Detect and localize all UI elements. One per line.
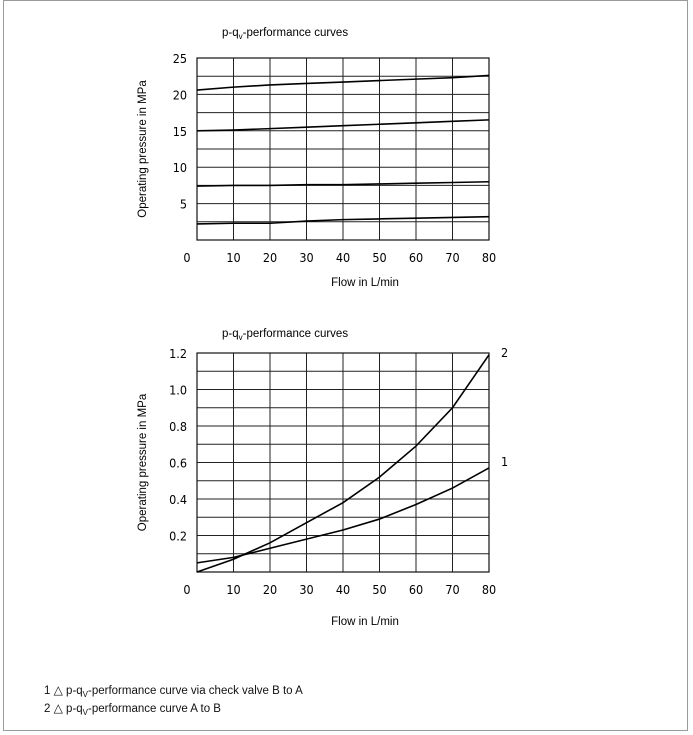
series-end-label: 1 [501, 453, 509, 469]
y-tick-label: 0.4 [169, 492, 187, 507]
x-tick-label: 30 [299, 582, 314, 597]
legend-item-2 [44, 701, 221, 717]
chart-title: $p-q_v$-performance curves [222, 27, 349, 41]
x-axis-label: Flow in L/min [331, 277, 399, 289]
y-tick-label: 1.2 [169, 346, 187, 361]
x-tick-label: 50 [372, 250, 387, 265]
x-axis-label: Flow in L/min [331, 616, 399, 628]
x-tick-label: 80 [481, 250, 497, 265]
y-tick-label: 5 [179, 196, 187, 212]
chart-title: $p-q_v$-performance curves [222, 328, 349, 342]
x-tick-label: 60 [408, 582, 424, 597]
x-tick-label: 80 [481, 582, 497, 597]
triangle-icon: △ [53, 701, 63, 715]
y-tick-label: 15 [172, 123, 187, 139]
legend-text: -performance curve via check valve B to A [88, 685, 303, 697]
y-tick-label: 0.8 [169, 419, 187, 434]
legend-item-1 [44, 683, 303, 699]
legend-sub: V [82, 708, 89, 717]
legend-p: p-q [66, 703, 83, 715]
series-end-label: 2 [501, 344, 509, 360]
x-tick-label: 10 [226, 582, 241, 597]
x-tick-label: 0 [183, 582, 191, 597]
x-tick-label: 50 [372, 582, 387, 597]
x-tick-label: 10 [226, 250, 241, 265]
x-tick-label: 0 [183, 250, 191, 265]
legend-p: p-q [66, 685, 83, 697]
y-tick-label: 0.6 [169, 455, 187, 471]
x-tick-label: 30 [299, 250, 314, 265]
triangle-icon: △ [53, 683, 63, 697]
legend-sub: V [82, 690, 89, 699]
y-tick-label: 20 [172, 87, 187, 103]
y-tick-label: 0.2 [169, 528, 187, 544]
y-axis-label: Operating pressure in MPa [137, 393, 149, 532]
x-tick-label: 70 [445, 250, 460, 265]
y-tick-label: 25 [172, 51, 187, 66]
x-tick-label: 20 [262, 250, 278, 265]
x-tick-label: 40 [335, 582, 351, 597]
y-tick-label: 1.0 [169, 382, 187, 398]
x-tick-label: 40 [335, 250, 351, 265]
legend-text: -performance curve A to B [88, 703, 221, 715]
x-tick-label: 60 [408, 250, 424, 265]
x-tick-label: 20 [262, 582, 278, 597]
y-axis-label: Operating pressure in MPa [137, 80, 149, 218]
y-tick-label: 10 [172, 160, 187, 176]
legend-num: 1 [44, 685, 51, 697]
x-tick-label: 70 [445, 582, 460, 597]
legend-num: 2 [44, 703, 51, 715]
